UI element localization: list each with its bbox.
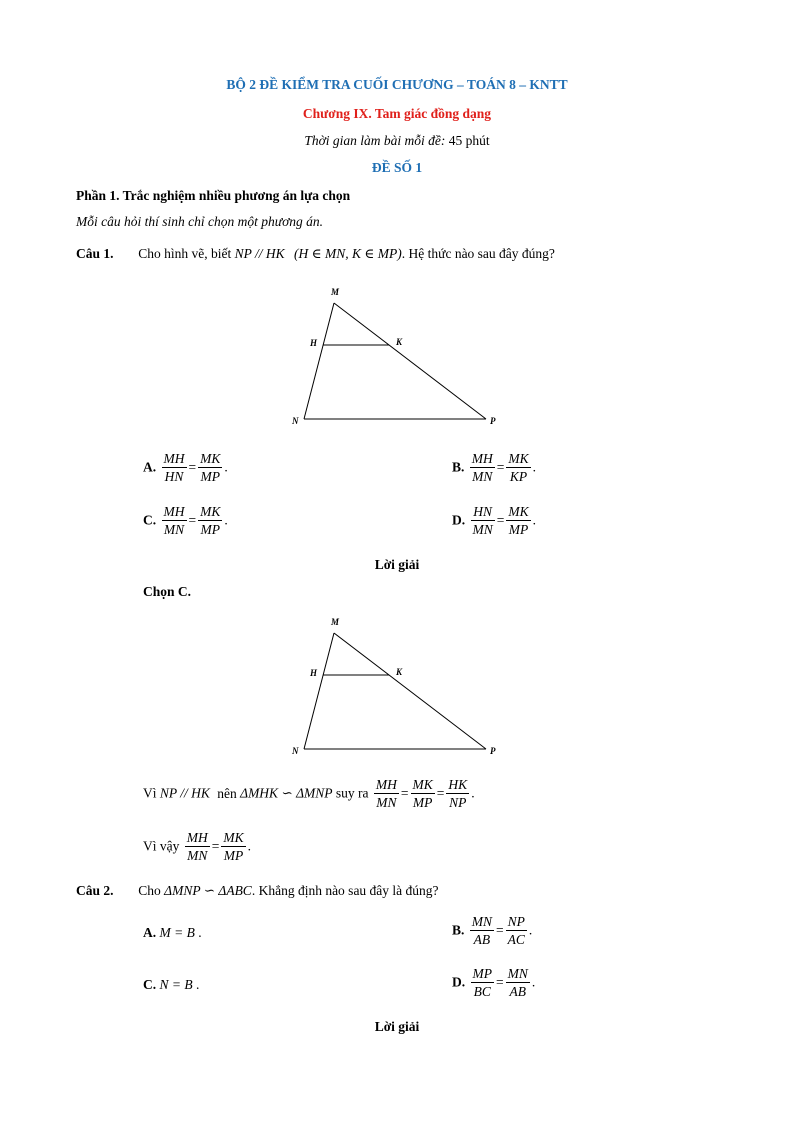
frac-den: AB: [509, 984, 526, 999]
frac-num: MK: [223, 830, 244, 845]
frac-den: MN: [472, 522, 493, 537]
math: NP // HK: [159, 785, 210, 801]
document-title: BỘ 2 ĐỀ KIỂM TRA CUỐI CHƯƠNG – TOÁN 8 – KNTT: [226, 77, 568, 92]
frac-num: HN: [471, 503, 495, 521]
frac-num: MK: [508, 504, 529, 519]
q1-solution-title: Lời giải: [374, 557, 420, 572]
frac-num: MK: [508, 451, 529, 466]
text: Vì vậy: [143, 838, 180, 854]
q1-option-c[interactable]: C. $\frac{MH}{MN}$ = $\frac{MK}{MP}$ .: [143, 504, 228, 537]
part1-title: Phần 1. Trắc nghiệm nhiều phương án lựa chọn: [76, 188, 351, 203]
frac-num: MK: [412, 777, 433, 792]
time-line: [0, 133, 794, 149]
q1-math-b: (H ∈ MN, K ∈ MP): [294, 246, 402, 261]
frac-den: AB: [473, 932, 491, 947]
frac-num: MH: [163, 451, 185, 466]
frac-den: MP: [200, 522, 220, 537]
frac-num: MH: [163, 504, 185, 519]
q1-explanation-1: Vì NP // HK nên ΔMHK ∽ ΔMNP suy ra $\frac{MH}{MN}$ = $\frac{MK}{MP}$ = $\frac{HK}{NP}$ .: [143, 777, 475, 810]
vertex-label-k: K: [396, 337, 403, 347]
q1-text-a: Cho hình vẽ, biết: [138, 246, 232, 261]
q1-math-a: NP // HK: [234, 246, 285, 261]
frac-den: MN: [187, 848, 208, 863]
frac-den: KP: [509, 469, 528, 484]
option-label: B.: [452, 922, 465, 938]
frac-num: MH: [375, 777, 397, 792]
math: ΔMHK ∽ ΔMNP: [240, 785, 333, 801]
frac-num: NP: [507, 914, 525, 929]
frac-num: MK: [200, 451, 221, 466]
vertex-label-m: M: [331, 287, 340, 297]
frac-den: MP: [412, 795, 433, 810]
exam-number: ĐỀ SỐ 1: [371, 160, 423, 175]
q2-option-d[interactable]: D. $\frac{MP}{BC}$ = $\frac{MN}{AB}$ .: [452, 966, 536, 999]
q1-choice: Chọn C.: [143, 584, 192, 599]
chapter-title: Chương IX. Tam giác đồng dạng: [302, 106, 492, 121]
time-label: Thời gian làm bài mỗi đề:: [304, 133, 446, 148]
q2-label: Câu 2.: [76, 883, 114, 898]
q2-text-a: Cho: [138, 883, 161, 898]
frac-den: AC: [507, 932, 525, 947]
vertex-label-h: H: [310, 668, 318, 678]
frac-den: MP: [508, 522, 529, 537]
option-label: A.: [143, 459, 157, 475]
q2-option-a[interactable]: A. M = B .: [143, 925, 202, 940]
vertex-label-m: M: [331, 617, 340, 627]
vertex-label-p: P: [490, 746, 496, 756]
frac-den: MN: [376, 795, 397, 810]
frac-den: MN: [472, 469, 493, 484]
q2-option-c[interactable]: C. N = B .: [143, 977, 200, 992]
frac-num: HK: [448, 777, 468, 792]
frac-den: NP: [449, 795, 467, 810]
text: nên: [217, 785, 237, 801]
q2-option-b[interactable]: B. $\frac{MN}{AB}$ = $\frac{NP}{AC}$ .: [452, 914, 533, 947]
option-label: B.: [452, 459, 465, 475]
vertex-label-k: K: [396, 667, 403, 677]
q2-math: ΔMNP ∽ ΔABC: [164, 883, 252, 898]
q2-stem: [76, 883, 439, 899]
frac-den: BC: [473, 984, 491, 999]
math: M = B: [159, 925, 195, 940]
option-label: A.: [143, 925, 157, 940]
frac-num: MN: [471, 914, 493, 929]
frac-num: MP: [472, 966, 492, 981]
q2-text-b: . Khẳng định nào sau đây là đúng?: [251, 883, 439, 898]
vertex-label-h: H: [310, 338, 318, 348]
vertex-label-n: N: [292, 746, 299, 756]
text: Vì: [143, 785, 157, 801]
q1-triangle-figure: [280, 280, 510, 430]
q1-text-b: . Hệ thức nào sau đây đúng?: [401, 246, 555, 261]
q1-option-a[interactable]: A. $\frac{MH}{HN}$ = $\frac{MK}{MP}$ .: [143, 451, 228, 484]
q1-option-d[interactable]: D. $\frac{HN}{MN}$ = $\frac{MK}{MP}$ .: [452, 504, 536, 537]
option-label: D.: [452, 512, 466, 528]
q1-label: Câu 1.: [76, 246, 114, 261]
frac-num: MH: [471, 451, 493, 466]
part1-instruction: Mỗi câu hỏi thí sinh chỉ chọn một phương án.: [76, 214, 324, 229]
q1-option-b[interactable]: B. $\frac{MH}{MN}$ = $\frac{MK}{KP}$ .: [452, 451, 537, 484]
time-value: 45 phút: [448, 133, 490, 148]
frac-num: MK: [200, 504, 221, 519]
q1-solution-figure: [280, 610, 510, 760]
q1-explanation-2: Vì vậy $\frac{MH}{MN}$ = $\frac{MK}{MP}$ .: [143, 830, 251, 863]
frac-den: HN: [164, 469, 184, 484]
text: suy ra: [335, 785, 369, 801]
frac-num: MN: [507, 966, 528, 981]
option-label: C.: [143, 512, 157, 528]
vertex-label-p: P: [490, 416, 496, 426]
frac-den: MP: [223, 848, 244, 863]
frac-num: MH: [186, 830, 208, 845]
option-label: D.: [452, 974, 466, 990]
q1-stem: [76, 246, 555, 262]
frac-den: MN: [163, 522, 185, 537]
frac-den: MP: [200, 469, 220, 484]
vertex-label-n: N: [292, 416, 299, 426]
option-label: C.: [143, 977, 157, 992]
q2-solution-title: Lời giải: [374, 1019, 420, 1034]
math: N = B: [159, 977, 193, 992]
